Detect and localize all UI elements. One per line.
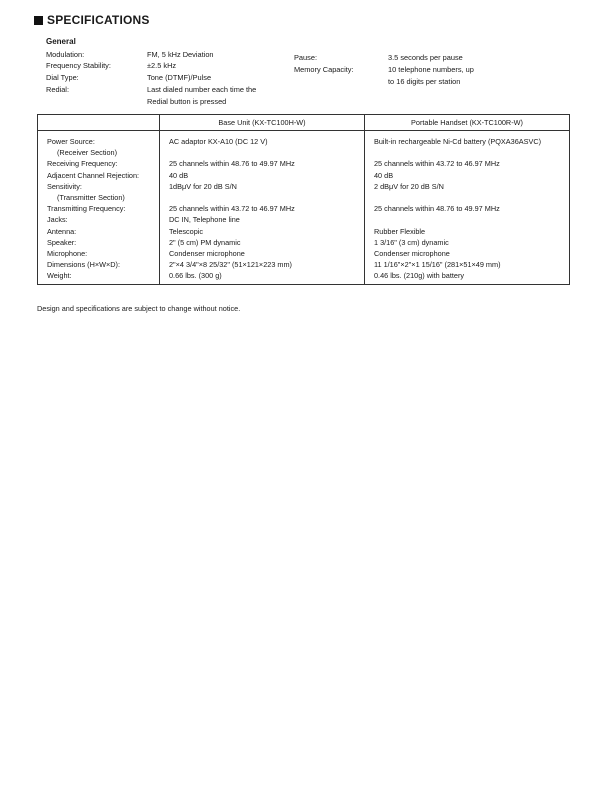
label-adjacent-channel-rejection: Adjacent Channel Rejection: bbox=[47, 170, 140, 180]
base-transmitter-section bbox=[169, 192, 364, 203]
general-label-dial-type: Dial Type: bbox=[46, 73, 79, 82]
label-weight: Weight: bbox=[47, 271, 72, 281]
general-value-redial-line2: Redial button is pressed bbox=[147, 97, 227, 106]
general-label-pause: Pause: bbox=[294, 53, 318, 62]
general-value-modulation: FM, 5 kHz Deviation bbox=[147, 50, 214, 59]
base-microphone: Condenser microphone bbox=[169, 248, 245, 258]
label-dimensions: Dimensions (H×W×D): bbox=[47, 260, 120, 270]
handset-antenna: Rubber Flexible bbox=[374, 226, 426, 236]
general-value-frequency-stability: ±2.5 kHz bbox=[147, 61, 177, 70]
base-receiving-frequency: 25 channels within 48.76 to 49.97 MHz bbox=[169, 159, 295, 169]
handset-dimensions: 11 1/16"×2"×1 15/16" (281×51×49 mm) bbox=[374, 260, 501, 270]
base-weight: 0.66 lbs. (300 g) bbox=[169, 271, 222, 281]
handset-sensitivity: 2 dBμV for 20 dB S/N bbox=[374, 181, 444, 191]
base-antenna: Telescopic bbox=[169, 226, 204, 236]
base-sensitivity: 1dBμV for 20 dB S/N bbox=[169, 181, 237, 191]
general-value-memory-capacity-line2: to 16 digits per station bbox=[388, 77, 461, 86]
handset-power-source: Built-in rechargeable Ni-Cd battery (PQXA36ASVC) bbox=[374, 137, 542, 146]
spec-table bbox=[37, 114, 570, 285]
handset-column bbox=[365, 131, 570, 285]
handset-transmitter-section bbox=[374, 192, 569, 203]
handset-jacks bbox=[374, 214, 569, 225]
handset-transmitting-frequency: 25 channels within 48.76 to 49.97 MHz bbox=[374, 204, 500, 214]
labels-column bbox=[38, 131, 160, 285]
heading-bullet-icon bbox=[34, 16, 43, 25]
label-power-source: Power Source: bbox=[47, 137, 95, 146]
label-microphone: Microphone: bbox=[47, 248, 88, 258]
base-transmitting-frequency: 25 channels within 43.72 to 46.97 MHz bbox=[169, 204, 295, 214]
general-label-redial: Redial: bbox=[46, 85, 70, 94]
spec-table-header-row bbox=[38, 115, 570, 131]
header-blank bbox=[38, 115, 160, 131]
handset-adjacent-channel-rejection: 40 dB bbox=[374, 170, 394, 180]
heading-title: SPECIFICATIONS bbox=[47, 13, 150, 27]
label-transmitting-frequency: Transmitting Frequency: bbox=[47, 204, 126, 214]
base-unit-column bbox=[160, 131, 365, 285]
base-jacks: DC IN, Telephone line bbox=[169, 215, 240, 225]
base-dimensions: 2"×4 3/4"×8 25/32" (51×121×223 mm) bbox=[169, 260, 292, 270]
footnote: Design and specifications are subject to change without notice. bbox=[37, 304, 241, 313]
handset-receiving-frequency: 25 channels within 43.72 to 46.97 MHz bbox=[374, 159, 500, 169]
handset-weight: 0.46 lbs. (210g) with battery bbox=[374, 271, 465, 281]
handset-microphone: Condenser microphone bbox=[374, 248, 450, 258]
general-label-frequency-stability: Frequency Stability: bbox=[46, 61, 111, 70]
spec-table-body bbox=[38, 131, 570, 285]
label-transmitter-section: (Transmitter Section) bbox=[57, 192, 125, 202]
general-label-memory-capacity: Memory Capacity: bbox=[294, 65, 354, 74]
label-sensitivity: Sensitivity: bbox=[47, 181, 82, 191]
general-label-modulation: Modulation: bbox=[46, 50, 85, 59]
base-speaker: 2" (5 cm) PM dynamic bbox=[169, 237, 241, 247]
handset-speaker: 1 3/16" (3 cm) dynamic bbox=[374, 237, 449, 247]
label-receiving-frequency: Receiving Frequency: bbox=[47, 159, 118, 169]
general-value-redial-line1: Last dialed number each time the bbox=[147, 85, 257, 94]
general-value-dial-type: Tone (DTMF)/Pulse bbox=[147, 73, 212, 82]
base-adjacent-channel-rejection: 40 dB bbox=[169, 170, 189, 180]
header-base-unit: Base Unit (KX-TC100H-W) bbox=[160, 115, 365, 131]
label-jacks: Jacks: bbox=[47, 215, 68, 225]
general-title: General bbox=[46, 37, 76, 46]
base-power-source: AC adaptor KX-A10 (DC 12 V) bbox=[169, 137, 268, 146]
general-value-pause: 3.5 seconds per pause bbox=[388, 53, 463, 62]
label-speaker: Speaker: bbox=[47, 237, 77, 247]
label-antenna: Antenna: bbox=[47, 226, 77, 236]
label-receiver-section: (Receiver Section) bbox=[57, 148, 118, 158]
header-portable-handset: Portable Handset (KX-TC100R-W) bbox=[365, 115, 570, 131]
general-value-memory-capacity-line1: 10 telephone numbers, up bbox=[388, 65, 474, 74]
base-receiver-section bbox=[169, 147, 364, 158]
section-heading bbox=[34, 13, 150, 27]
handset-receiver-section bbox=[374, 147, 569, 158]
